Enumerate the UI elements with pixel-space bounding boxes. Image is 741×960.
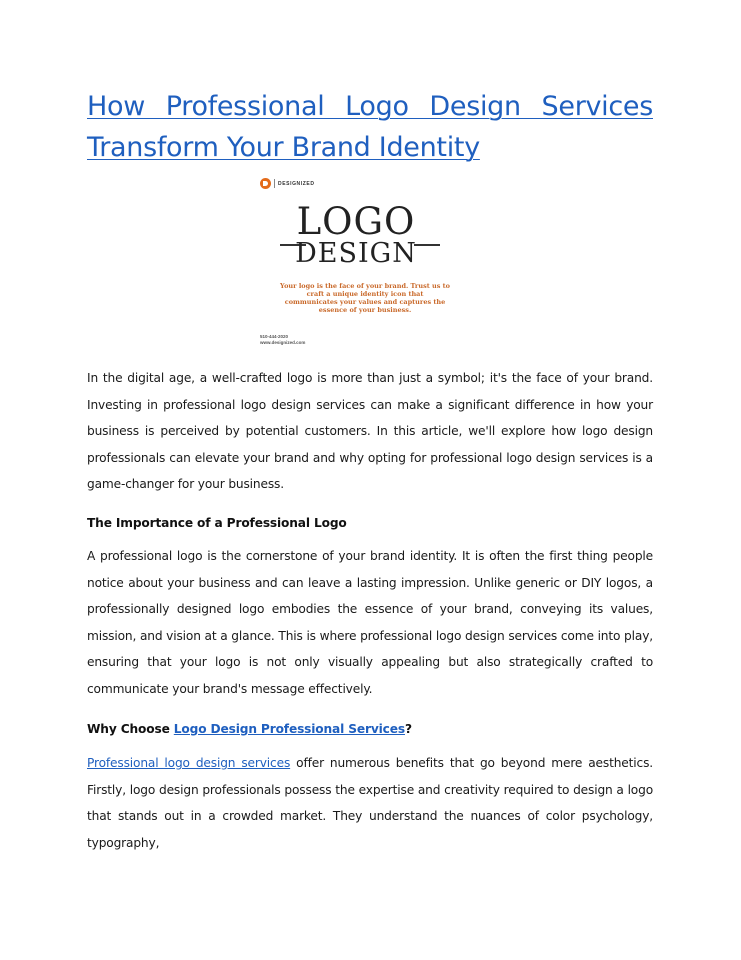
why-choose-paragraph (87, 750, 653, 856)
brand-name: DESIGNIZED (278, 180, 315, 187)
banner-contact (260, 334, 305, 346)
importance-paragraph: A professional logo is the cornerstone of your brand identity. It is often the first thing people notice about your business and can leave a lasting impression. Unlike generic or DIY logos, a professionally designed logo embodies the essence of your brand, conveying its values, mission, and vision at a glance. This is where professional logo design services come into play, ensuring that your logo is not only visually appealing but also strategically crafted to communicate your brand's message effectively. (87, 549, 653, 696)
heading-prefix: Why Choose (87, 722, 174, 736)
heading-suffix: ? (404, 722, 412, 736)
brand-divider (274, 179, 275, 188)
professional-services-link[interactable]: Professional logo design services (87, 756, 291, 770)
banner-design-text: DESIGN (295, 238, 417, 269)
logo-design-services-link[interactable]: Logo Design Professional Services (173, 722, 405, 736)
logo-design-banner-image (258, 174, 454, 350)
banner-tagline: Your logo is the face of your brand. Trust us to craft a unique identity icon that communicates your values and captures the essence of your business. (280, 282, 450, 314)
banner-logo-text: LOGO (296, 200, 416, 243)
brand-header (260, 178, 315, 189)
designized-logo-icon (260, 178, 271, 189)
why-choose-text: offer numerous benefits that go beyond mere aesthetics. Firstly, logo design professionals possess the expertise and creativity required to design a logo that stands out in a crowded market. They understand the nuances of color psychology, typography, (87, 756, 653, 850)
banner-phone: 510-444-2020 (260, 334, 289, 339)
section-heading-importance: The Importance of a Professional Logo (87, 516, 347, 530)
section-heading-why-choose (87, 720, 412, 738)
banner-website: www.designized.com (260, 340, 306, 345)
intro-paragraph: In the digital age, a well-crafted logo is more than just a symbol; it's the face of your brand. Investing in professional logo design services can make a significant difference in how your business is perceived by potential customers. In this article, we'll explore how logo design professionals can elevate your brand and why opting for professional logo design services is a game-changer for your business. (87, 371, 653, 491)
article-title[interactable]: How Professional Logo Design Services Transform Your Brand Identity (87, 91, 653, 163)
